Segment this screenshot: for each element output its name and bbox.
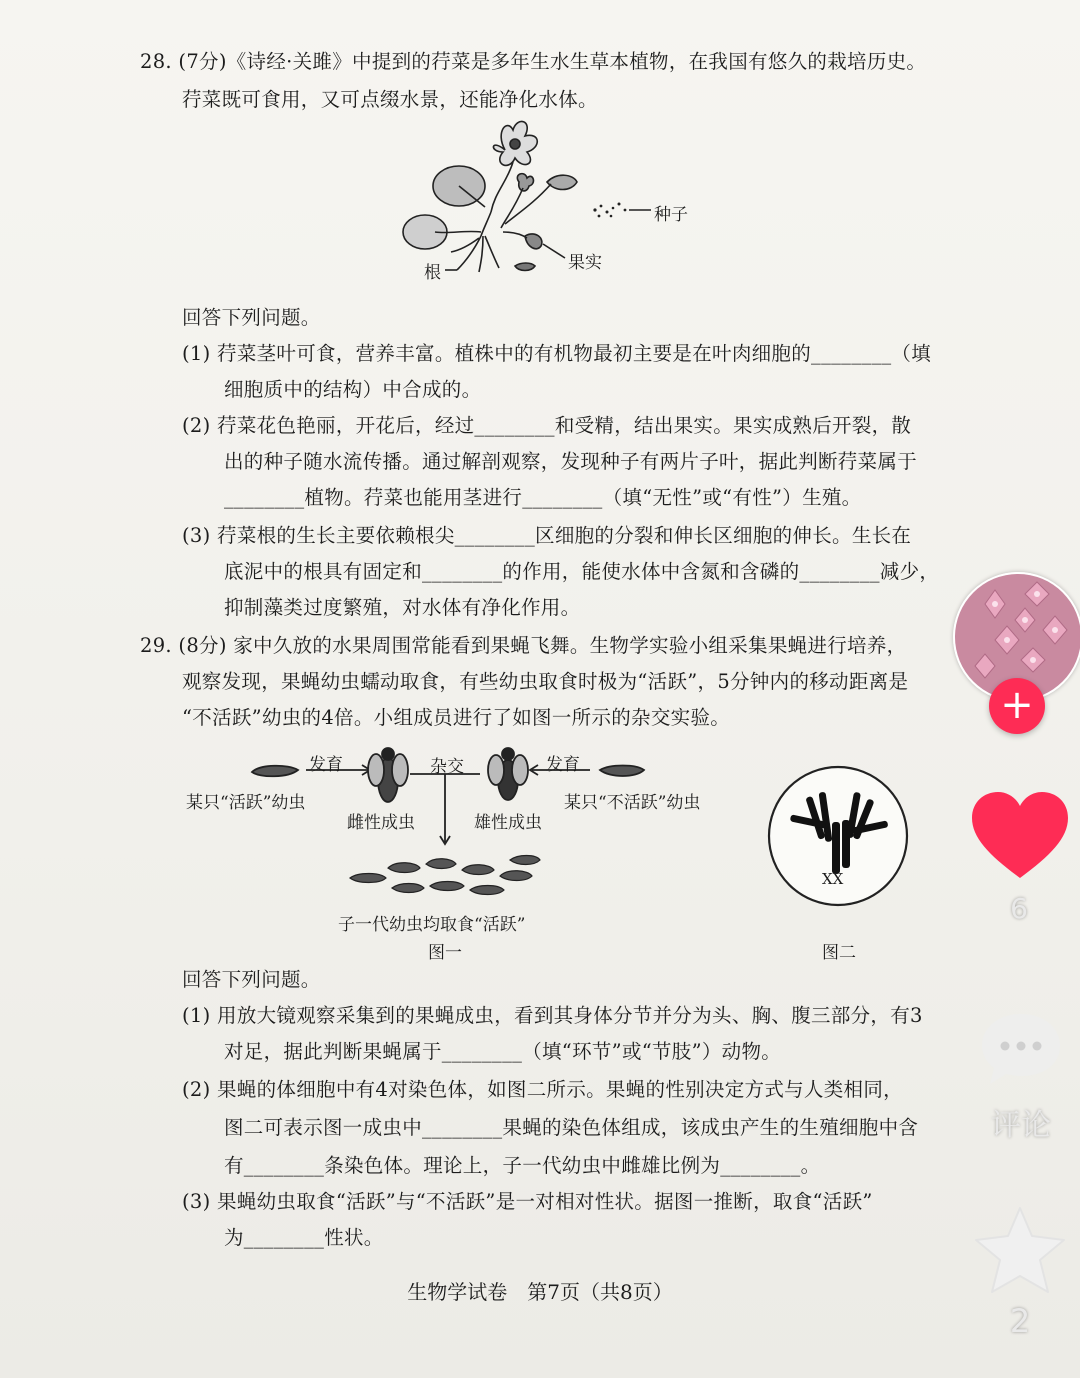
q28-part3-line3: 抑制藻类过度繁殖，对水体有净化作用。 [224,596,581,619]
q28-part1-line2: 细胞质中的结构）中合成的。 [224,378,482,401]
q29-part1-line2: 对足，据此判断果蝇属于________（填“环节”或“节肢”）动物。 [224,1040,782,1063]
q29-part3-line2: 为________性状。 [224,1226,384,1249]
favorite-count: 2 [1009,1302,1031,1340]
fruit-label: 果实 [568,253,602,273]
q29-part2-line2: 图二可表示图一成虫中________果蝇的染色体组成，该成虫产生的生殖细胞中含 [224,1116,919,1139]
figure-2-caption: 图二 [822,943,856,963]
q29-part1-line1: (1) 用放大镜观察采集到的果蝇成虫，看到其身体分节并分为头、胸、腹三部分，有3 [182,1004,923,1027]
page-footer: 生物学试卷 第7页（共8页） [407,1280,673,1304]
develop-right-label: 发育 [546,755,580,775]
q28-part3-line2: 底泥中的根具有固定和________的作用，能使水体中含氮和含磷的________减少， [224,560,940,583]
q28-prompt: 回答下列问题。 [182,306,321,329]
q29-part2-line3: 有________条染色体。理论上，子一代幼虫中雌雄比例为________。 [224,1154,821,1177]
comment-icon[interactable] [978,1010,1064,1088]
seed-label: 种子 [654,205,688,225]
q28-part2-line1: (2) 荇菜花色艳丽，开花后，经过________和受精，结出果实。果实成熟后开裂，散 [182,414,912,437]
figure-1-caption: 图一 [428,943,462,963]
q28-part2-line3: ________植物。荇菜也能用茎进行________（填“无性”或“有性”）生殖。 [224,486,862,509]
q28-part3-line1: (3) 荇菜根的生长主要依赖根尖________区细胞的分裂和伸长区细胞的伸长。生长在 [182,524,912,547]
male-adult-label: 雄性成虫 [474,813,542,833]
active-larva-label: 某只“活跃”幼虫 [186,793,306,813]
q29-prompt: 回答下列问题。 [182,968,321,991]
offspring-label: 子一代幼虫均取食“活跃” [338,915,526,935]
inactive-larva-label: 某只“不活跃”幼虫 [564,793,701,813]
follow-button[interactable]: + [989,678,1045,734]
comment-label[interactable]: 评论 [991,1108,1051,1143]
q28-part2-line2: 出的种子随水流传播。通过解剖观察，发现种子有两片子叶，据此判断荇菜属于 [224,450,918,473]
xx-label: XX [822,870,844,888]
q28-part1-line1: (1) 荇菜茎叶可食，营养丰富。植株中的有机物最初主要是在叶肉细胞的________（填 [182,342,932,365]
cross-label: 杂交 [430,757,464,777]
star-icon[interactable] [972,1204,1068,1296]
like-count: 6 [1010,892,1028,925]
develop-left-label: 发育 [309,755,343,775]
q28-line2: 荇菜既可食用，又可点缀水景，还能净化水体。 [182,88,598,111]
heart-icon[interactable] [970,790,1070,882]
root-label: 根 [424,263,441,283]
q29-part2-line1: (2) 果蝇的体细胞中有4对染色体，如图二所示。果蝇的性别决定方式与人类相同， [182,1078,903,1101]
female-adult-label: 雌性成虫 [347,813,415,833]
q29-part3-line1: (3) 果蝇幼虫取食“活跃”与“不活跃”是一对相对性状。据图一推断，取食“活跃” [182,1190,873,1213]
q29-line3: “不活跃”幼虫的4倍。小组成员进行了如图一所示的杂交实验。 [182,706,731,729]
q28-header: 28. (7分)《诗经·关雎》中提到的荇菜是多年生水生草本植物，在我国有悠久的栽培历史。 [140,50,927,73]
q29-line2: 观察发现，果蝇幼虫蠕动取食，有些幼虫取食时极为“活跃”，5分钟内的移动距离是 [182,670,909,693]
q29-header: 29. (8分) 家中久放的水果周围常能看到果蝇飞舞。生物学实验小组采集果蝇进行培养， [140,634,907,657]
